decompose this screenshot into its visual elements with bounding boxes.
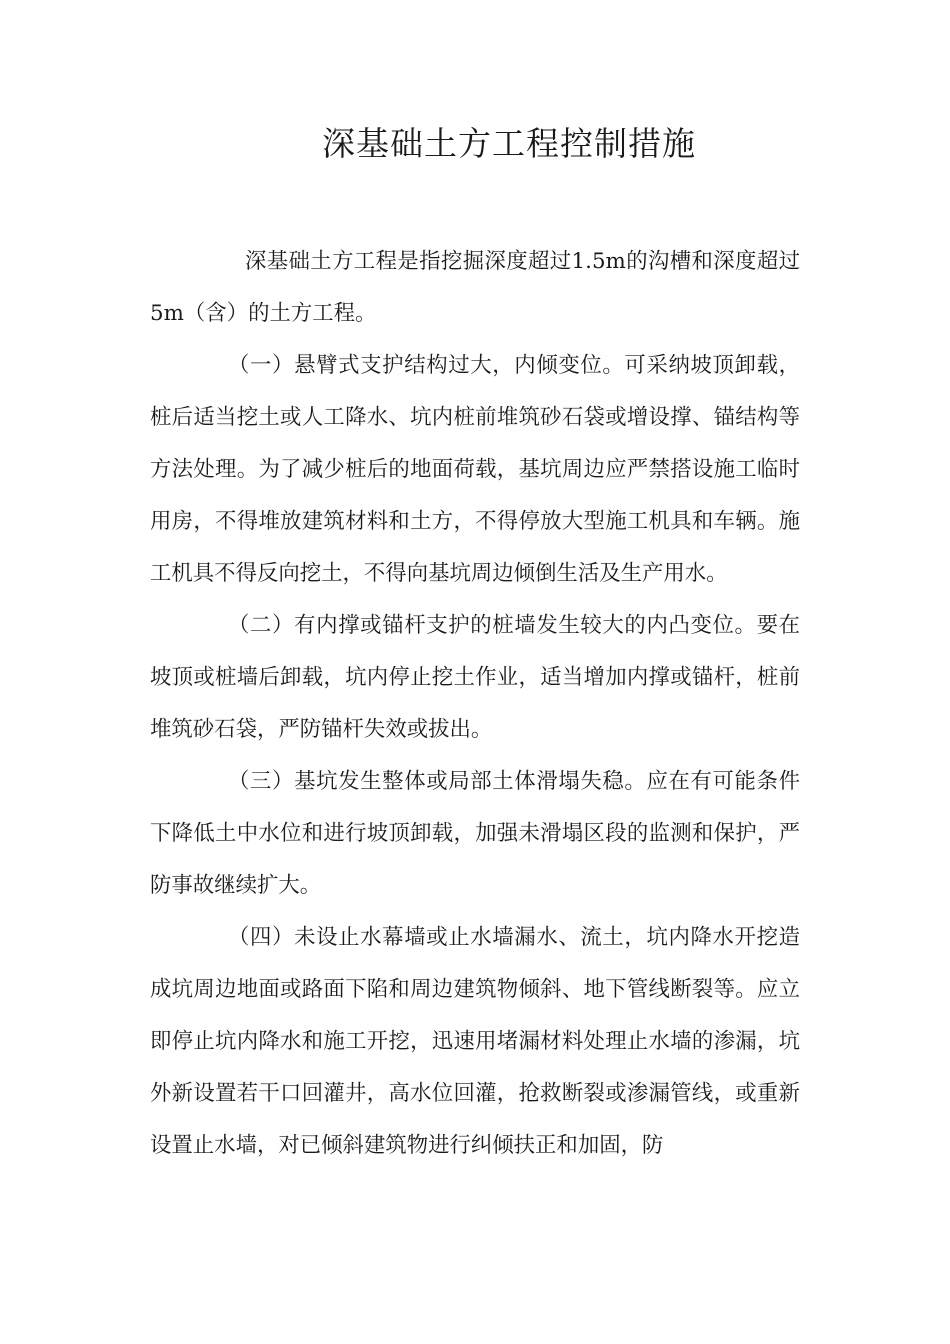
paragraph-2: （二）有内撑或锚杆支护的桩墙发生较大的内凸变位。要在坡顶或桩墙后卸载，坑内停止挖土作业，适当增加内撑或锚杆，桩前堆筑砂石袋，严防锚杆失效或拔出。 [150, 613, 800, 742]
paragraph-1: （一）悬臂式支护结构过大，内倾变位。可采纳坡顶卸载，桩后适当挖土或人工降水、坑内桩前堆筑砂石袋或增设撑、锚结构等方法处理。为了减少桩后的地面荷载，基坑周边应严禁搭设施工临时用房，不得堆放建筑材料和土方，不得停放大型施工机具和车辆。施工机具不得反向挖土，不得向基坑周边倾倒生活及生产用水。 [150, 353, 800, 586]
document-body [150, 236, 800, 1172]
paragraph-4: （四）未设止水幕墙或止水墙漏水、流土，坑内降水开挖造成坑周边地面或路面下陷和周边建筑物倾斜、地下管线断裂等。应立即停止坑内降水和施工开挖，迅速用堵漏材料处理止水墙的渗漏，坑外新设置若干口回灌井，高水位回灌，抢救断裂或渗漏管线，或重新设置止水墙，对已倾斜建筑物进行纠倾扶正和加固，防 [150, 925, 800, 1158]
paragraph-intro: 深基础土方工程是指挖掘深度超过1.5m的沟槽和深度超过5m（含）的土方工程。 [150, 249, 800, 326]
document-title: 深基础土方工程控制措施 [322, 124, 696, 163]
paragraph-3: （三）基坑发生整体或局部土体滑塌失稳。应在有可能条件下降低土中水位和进行坡顶卸载，加强未滑塌区段的监测和保护，严防事故继续扩大。 [150, 769, 800, 898]
